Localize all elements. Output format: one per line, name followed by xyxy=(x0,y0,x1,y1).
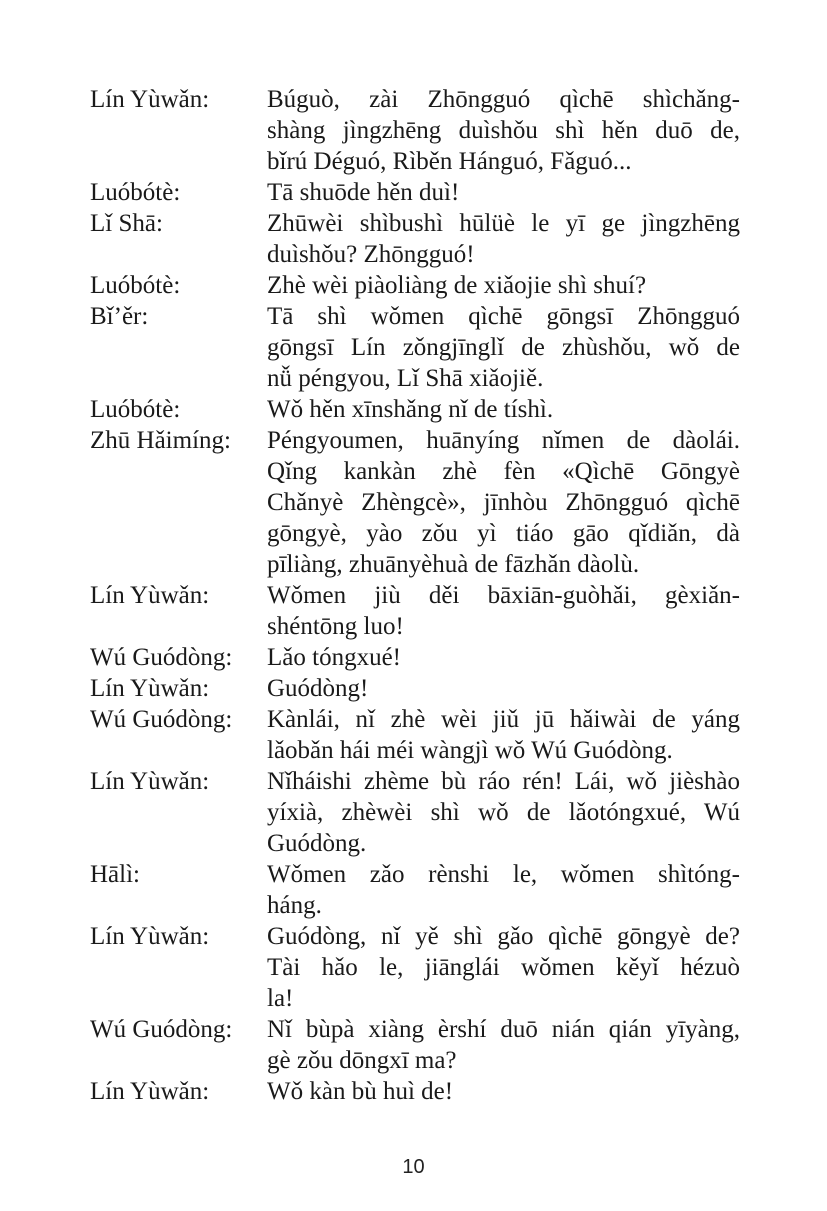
speaker-name: Lín Yùwǎn: xyxy=(90,675,210,702)
dialogue-line: gè zǒu dōngxī ma? xyxy=(267,1047,457,1074)
dialogue-line: nǚ péngyou, Lǐ Shā xiǎojiě. xyxy=(267,365,544,392)
dialogue-line: Guódòng, nǐ yě shì gǎo qìchē gōngyè de? xyxy=(267,923,740,950)
dialogue-line: Búguò, zài Zhōngguó qìchē shìchǎng- xyxy=(267,86,740,113)
speaker-name: Wú Guódòng: xyxy=(90,1016,233,1043)
dialogue-text xyxy=(267,859,740,921)
dialogue-text xyxy=(267,642,740,673)
dialogue-row xyxy=(90,766,740,859)
dialogue-text xyxy=(267,1014,740,1076)
dialogue-text xyxy=(267,1076,740,1107)
dialogue-text xyxy=(267,208,740,270)
dialogue-text xyxy=(267,921,740,1014)
dialogue-line: Qǐng kankàn zhè fèn «Qìchē Gōngyè xyxy=(267,458,740,485)
dialogue-line: yíxià, zhèwèi shì wǒ de lǎotóngxué, Wú xyxy=(267,799,740,826)
dialogue-line: Guódòng. xyxy=(267,830,367,857)
dialogue-text xyxy=(267,270,740,301)
dialogue-line: shàng jìngzhēng duìshǒu shì hěn duō de, xyxy=(267,117,740,144)
dialogue-text xyxy=(267,301,740,394)
dialogue-text xyxy=(267,177,740,208)
speaker-name: Zhū Hǎimíng: xyxy=(90,427,231,454)
dialogue-text xyxy=(267,394,740,425)
dialogue-line: Kànlái, nǐ zhè wèi jiǔ jū hǎiwài de yáng xyxy=(267,706,740,733)
dialogue-line: gōngyè, yào zǒu yì tiáo gāo qǐdiǎn, dà xyxy=(267,520,740,547)
dialogue-row xyxy=(90,84,740,177)
dialogue-line: Wǒmen jiù děi bāxiān-guòhǎi, gèxiǎn- xyxy=(267,582,740,609)
speaker-name: Wú Guódòng: xyxy=(90,644,233,671)
dialogue-line: pīliàng, zhuānyèhuà de fāzhǎn dàolù. xyxy=(267,551,640,578)
dialogue-line: Guódòng! xyxy=(267,675,369,702)
speaker-name: Lín Yùwǎn: xyxy=(90,86,210,113)
speaker-name: Luóbótè: xyxy=(90,272,181,299)
dialogue-line: háng. xyxy=(267,892,322,919)
dialogue-line: gōngsī Lín zǒngjīnglǐ de zhùshǒu, wǒ de xyxy=(267,334,740,361)
dialogue-line: Wǒmen zǎo rènshi le, wǒmen shìtóng- xyxy=(267,861,740,888)
dialogue-row xyxy=(90,301,740,394)
dialogue-text xyxy=(267,580,740,642)
dialogue-line: Chǎnyè Zhèngcè», jīnhòu Zhōngguó qìchē xyxy=(267,489,740,516)
dialogue-line: lǎobǎn hái méi wàngjì wǒ Wú Guódòng. xyxy=(267,737,673,764)
speaker-name: Luóbótè: xyxy=(90,179,181,206)
speaker-name: Lín Yùwǎn: xyxy=(90,1078,210,1105)
dialogue-row xyxy=(90,208,740,270)
dialogue-row xyxy=(90,270,740,301)
dialogue-text xyxy=(267,704,740,766)
dialogue-line: Tā shì wǒmen qìchē gōngsī Zhōngguó xyxy=(267,303,740,330)
dialogue-line: Nǐ bùpà xiàng èrshí duō nián qián yīyàng, xyxy=(267,1016,740,1043)
dialogue-line: Péngyoumen, huānyíng nǐmen de dàolái. xyxy=(267,427,740,454)
dialogue-line: Tài hǎo le, jiānglái wǒmen kěyǐ hézuò xyxy=(267,954,740,981)
dialogue-row xyxy=(90,921,740,1014)
dialogue-line: Zhūwèi shìbushì hūlüè le yī ge jìngzhēng xyxy=(267,210,740,237)
dialogue-line: la! xyxy=(267,985,294,1012)
dialogue-text xyxy=(267,84,740,177)
speaker-name: Bǐ’ěr: xyxy=(90,303,149,330)
speaker-name: Wú Guódòng: xyxy=(90,706,233,733)
dialogue-row xyxy=(90,425,740,580)
dialogue-row xyxy=(90,177,740,208)
dialogue-text xyxy=(267,425,740,580)
dialogue-line: Zhè wèi piàoliàng de xiǎojie shì shuí? xyxy=(267,272,647,299)
dialogue-line: duìshǒu? Zhōngguó! xyxy=(267,241,475,268)
dialogue-line: bǐrú Déguó, Rìběn Hánguó, Fǎguó... xyxy=(267,148,632,175)
dialogue-line: shéntōng luo! xyxy=(267,613,404,640)
speaker-name: Lǐ Shā: xyxy=(90,210,163,237)
speaker-name: Lín Yùwǎn: xyxy=(90,923,210,950)
dialogue-line: Tā shuōde hěn duì! xyxy=(267,179,460,206)
dialogue-text xyxy=(267,766,740,859)
dialogue-row xyxy=(90,394,740,425)
dialogue-row xyxy=(90,642,740,673)
dialogue-line: Lǎo tóngxué! xyxy=(267,644,401,671)
dialogue-line: Wǒ kàn bù huì de! xyxy=(267,1078,454,1105)
dialogue-row xyxy=(90,704,740,766)
dialogue-row xyxy=(90,580,740,642)
speaker-name: Luóbótè: xyxy=(90,396,181,423)
speaker-name: Hālì: xyxy=(90,861,140,888)
speaker-name: Lín Yùwǎn: xyxy=(90,768,210,795)
dialogue-row xyxy=(90,1014,740,1076)
dialogue-row xyxy=(90,673,740,704)
dialogue-line: Nǐháishi zhème bù ráo rén! Lái, wǒ jièshào xyxy=(267,768,740,795)
page-number: 10 xyxy=(402,1156,425,1178)
speaker-name: Lín Yùwǎn: xyxy=(90,582,210,609)
dialogue-block xyxy=(90,84,740,1107)
dialogue-row xyxy=(90,1076,740,1107)
dialogue-row xyxy=(90,859,740,921)
dialogue-line: Wǒ hěn xīnshǎng nǐ de tíshì. xyxy=(267,396,554,423)
dialogue-text xyxy=(267,673,740,704)
